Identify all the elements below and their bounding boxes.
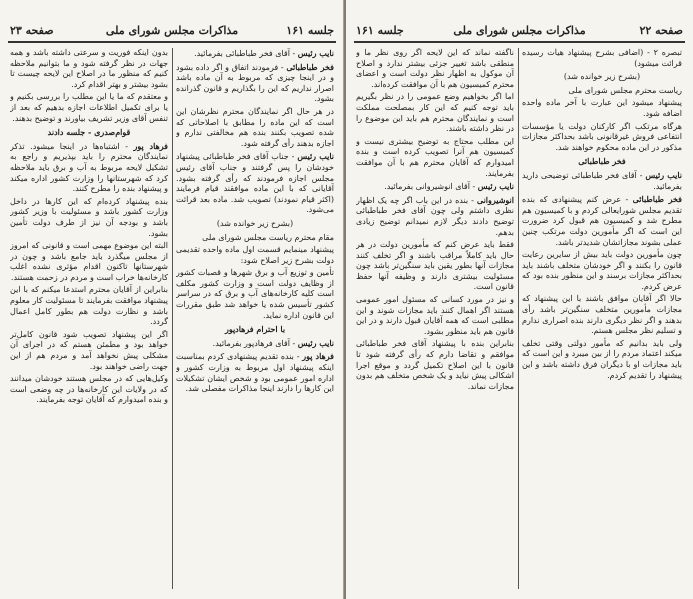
paragraph (356, 181, 514, 193)
paragraph-text: چون مأمورین دولت باید بیش از سایرین رعایت قانون را بکنند و اگر خودشان متخلف باشند باید بحداکثر مجازات برسند و این منظور بنده بود که عرض کردم. (522, 250, 682, 291)
paragraph (522, 122, 682, 154)
left-page-column-divider (172, 48, 173, 589)
paragraph-text: در هر حال اگر نمایندگان محترم نظرشان این است که این ماده را مطابق با اصلاحاتی که شده تصویب بکنند بنده هم مخالفتی ندارم و اجازه بدهند رأی گرفته شود. (176, 106, 334, 148)
paragraph (356, 137, 514, 179)
paragraph (356, 92, 514, 134)
paragraph-text: پیشنهاد میشود این عبارت با آخر ماده واحده اضافه شود. (522, 98, 682, 118)
paragraph (176, 62, 334, 105)
paragraph-text: - آقای فخر طباطبائی بفرمائید. (194, 49, 298, 58)
right-page-column-divider (518, 48, 519, 589)
paragraph-text: تأمین و توزیع آب و برق شهرها و قصبات کشور از وظایف دولت است و وزارت کشور مکلف است کلیه کارخانه‌های آب و برق که در سراسر کشور تأسیس شده یا خواهد شد طبق مقررات این قانون اداره نماید. (176, 268, 334, 320)
paragraph (522, 48, 682, 69)
paragraph-text: - آقای فرهادپور بفرمائید. (212, 338, 298, 348)
paragraph-text: - اشتباه‌ها در اینجا میشود. تذکر نمایندگان محترم را باید بپذیریم و راجع به تشکیل لایحه مربوط به آب و برق باید ملاحظه کرد که شهرستانها را وزارت کشور اداره میکند و پیشنهاد بنده را مطرح کنند. (10, 141, 168, 194)
paragraph-text: و معتقدم که ما یا این مطلب را بررسی بکنیم و یا برای تکمیل اطلاعات اجازه بدهیم که بعد از تنفس آقای وزیر تشریف بیاورند و توضیح بدهند. (10, 92, 168, 123)
paragraph (10, 141, 168, 195)
paragraph (176, 151, 334, 216)
left-page-header-rule (8, 41, 336, 43)
left-page (0, 0, 344, 599)
paragraph (522, 98, 682, 119)
signature-line: فخر طباطبائی (578, 156, 626, 167)
right-page-number: صفحه ۲۲ (639, 24, 683, 37)
paragraph-text: - فرمودند اتفاق و اگر داده بشود و در اینجا چیزی که مربوط به آن ماده باشد اصرار نداریم که این را بگذاریم و قانون گذرانده بشود. (176, 62, 334, 104)
paragraph (176, 351, 334, 394)
paragraph-text: پیشنهاد مینمایم قسمت اول ماده واحده تقدیمی دولت بشرح زیر اصلاح شود: (176, 245, 334, 265)
paragraph (10, 197, 168, 239)
speaker-name: فخر طباطبائی (286, 61, 334, 72)
paragraph-text: هرگاه مرتکب اگر کارکنان دولت یا مؤسسات انتفاعی فروش غیرقانونی باشد بحداکثر مجازات مذکور در این ماده محکوم خواهند شد. (522, 121, 682, 152)
speaker-name: نایب رئیس (645, 169, 682, 180)
paragraph-text: و نیز در مورد کسانی که مسئول امور عمومی هستند اگر اهمال کنند باید مجازات شوند و این مطلبی است که همه آقایان قبول دارند و در این قانون هم باید منظور بشود. (356, 295, 514, 336)
left-page-number: صفحه ۲۳ (10, 24, 54, 37)
speaker-name: فخر طباطبائی (632, 194, 682, 205)
paragraph (10, 285, 168, 327)
paragraph (356, 339, 514, 392)
speaker-name: نایب رئیس (477, 181, 514, 192)
paragraph (522, 86, 682, 97)
paragraph (176, 338, 334, 350)
paragraph (356, 240, 514, 293)
stage-direction: (بشرح زیر خوانده شد) (216, 218, 294, 228)
left-page-left-column (10, 48, 168, 593)
paragraph (356, 195, 514, 238)
paragraph-text: - آقای انوشیروانی بفرمائید. (384, 182, 478, 192)
speaker-name: نایب رئیس (297, 337, 334, 348)
paragraph (522, 250, 682, 292)
paragraph (176, 107, 334, 149)
paragraph (522, 170, 682, 192)
paragraph-text: این مطلب محتاج به توضیح بیشتری نیست و کمیسیون هم آنرا تصویب کرده است و بنده امیدوارم که آقایان محترم هم با آن موافقت بفرمایند. (356, 136, 514, 178)
paragraph (356, 48, 514, 90)
paragraph-text: البته این موضوع مهمی است و قانونی که امروز از مجلس میگذرد باید جامع باشد و چون در شهرستانها تاکنون اقدام مؤثری نشده اغلب کارخانه‌ها خراب است و مردم در زحمت هستند. (10, 241, 168, 282)
speaker-name: فرهاد پور (302, 351, 334, 362)
paragraph (10, 48, 168, 90)
right-page-header-rule (354, 41, 685, 43)
left-page-right-column (176, 48, 334, 593)
paragraph-text: - بنده تقدیم پیشنهادی کردم بمناسبت اینکه پیشنهاد اول مربوط به وزارت کشور و اداره امور عمومی بود و شخص ایشان تشکیلات این کارها را دارند اینجا مذاکرات مفصلی شد. (176, 352, 334, 394)
paragraph (10, 330, 168, 372)
paragraph-text: ولی باید بدانیم که مأمور دولتی وقتی تخلف میکند اعتماد مردم را از بین میبرد و این است که باید مجازات او با دیگران فرق داشته باشد و این پیشنهاد را تقدیم کردم. (522, 338, 682, 380)
speaker-name: انوشیروانی (476, 194, 514, 205)
paragraph-text: - عرض کنم پیشنهادی که بنده تقدیم مجلس شورایعالی کردم و با کمیسیون هم مطرح شد و کمیسیون هم قبول کرد ضرورت این است که اگر مأمورین دولت مرتکب چنین عملی بشوند مجازاتشان شدیدتر باشد. (522, 195, 682, 247)
paragraph-text: اگر این پیشنهاد تصویب شود قانون کامل‌تر خواهد بود و مطمئن هستم که در اجرای آن مشکلی پیش نخواهد آمد و مردم هم از این جهت راضی خواهند بود. (10, 329, 168, 371)
speaker-name: فرهاد پور (133, 140, 168, 151)
paragraph (10, 92, 168, 124)
right-page-left-column (356, 48, 514, 593)
paragraph (176, 245, 334, 266)
paragraph-text: - آقای فخر طباطبائی توضیحی دارید بفرمائید. (522, 170, 682, 191)
paragraph-text: بنابراین از آقایان محترم استدعا میکنم که با این پیشنهاد موافقت بفرمایند تا مسئولیت کار معلوم باشد و نظارت دولت هم بطور کامل اعمال گردد. (10, 285, 168, 327)
paragraph-text: وکیل‌هایی که در مجلس هستند خودشان میدانند که در ولایات این کارخانه‌ها در چه وضعی است و بنده امیدوارم که آقایان توجه بفرمایند. (10, 374, 168, 405)
speaker-name: نایب رئیس (297, 48, 334, 58)
right-page (346, 0, 693, 599)
paragraph (522, 339, 682, 381)
paragraph-text: حالا اگر آقایان موافق باشند با این پیشنهاد که مجازات مأمورین متخلف سنگین‌تر باشد رأی بدهند و اگر نظر دیگری دارند بنده اصراری ندارم و تسلیم نظر مجلس هستم. (522, 294, 682, 336)
paragraph-text: اما اگر بخواهیم وضع عمومی را در نظر بگیریم باید توجه کنیم که این کار بمصلحت مملکت است و نمایندگان محترم هم باید این موضوع را در نظر داشته باشند. (356, 92, 514, 134)
right-page-header (356, 22, 683, 40)
paragraph-text: تبصره ۲ - (اضافی بشرح پیشنهاد هیأت رسیده قرائت میشود) (522, 48, 682, 68)
stage-direction: (بشرح زیر خوانده شد) (563, 72, 641, 82)
left-page-session: جلسه ۱۶۱ (286, 24, 334, 37)
paragraph-text: مقام محترم ریاست مجلس شورای ملی (202, 232, 334, 242)
paragraph-text: ریاست محترم مجلس شورای ملی (568, 85, 682, 95)
paragraph-text: - بنده در این باب اگر چه یک اظهار نظری داشتم ولی چون آقای فخر طباطبائی توضیح دادند دیگر لازم نمیدانم توضیح زیادی بدهم. (356, 195, 514, 237)
paragraph-text: بنده پیشنهاد کرده‌ام که این کارها در داخل وزارت کشور باشد و مسئولیت با وزیر کشور باشد و بودجه آن نیز از طرف دولت تأمین بشود. (10, 196, 168, 238)
left-page-header (10, 22, 334, 40)
paragraph-text: ناگفته نماند که این لایحه اگر روی نظر ما و منطقی باشد تغییر جزئی بیشتر ندارد و اصلاح آن موکول به اظهار نظر دولت است و اعضای محترم کمیسیون هم با آن موافقت کرده‌اند. (356, 48, 514, 89)
paragraph-text: بدون اینکه فوریت و سرعتی داشته باشد و همه جهات در نظر گرفته شود و ما بتوانیم ملاحظه کنیم که منظور ما در اصلاح این لایحه چیست تا بشود بیشتر و بهتر اقدام کرد. (10, 48, 168, 89)
paragraph (176, 48, 334, 60)
paragraph (176, 268, 334, 321)
right-page-title: مذاکرات مجلس شورای ملی (453, 24, 586, 37)
paragraph-text: بنابراین بنده با پیشنهاد آقای فخر طباطبائی موافقم و تقاضا دارم که رأی گرفته شود تا قانون با این اصلاح تکمیل گردد و موقع اجرا اشکالی پیش نیاید و یک شخص متخلف هم بدون مجازات نماند. (356, 339, 514, 391)
right-page-right-column (522, 48, 682, 593)
signature-line: قوام‌صدری - جلسه دادند (47, 127, 131, 138)
right-page-session: جلسه ۱۶۱ (356, 24, 404, 37)
paragraph (356, 295, 514, 337)
paragraph (176, 233, 334, 244)
speaker-name: نایب رئیس (297, 151, 334, 162)
paragraph-text: فقط باید عرض کنم که مأمورین دولت در هر حال باید کاملاً مراقب باشند و اگر تخلف کنند مجازات آنها بطور یقین باید سنگین‌تر باشد چون مسئولیت بیشتری دارند و وظیفه آنها حفظ قانون است. (356, 240, 514, 292)
paragraph (522, 194, 682, 248)
left-page-title: مذاکرات مجلس شورای ملی (105, 24, 239, 37)
paragraph (522, 294, 682, 336)
paragraph (10, 374, 168, 406)
paragraph-text: - جناب آقای فخر طباطبائی پیشنهاد خودشان را پس گرفتند و جناب آقای رئیس مجلس اجازه فرمودند که رأی گرفته بشود. آقایانی که با این ماده موافقند قیام فرمایند (اکثر قیام نمودند) تصویب شد. ماده بعد قرائت می‌شود. (176, 152, 334, 215)
paragraph (10, 241, 168, 283)
signature-line: با احترام فرهادپور (224, 324, 286, 335)
